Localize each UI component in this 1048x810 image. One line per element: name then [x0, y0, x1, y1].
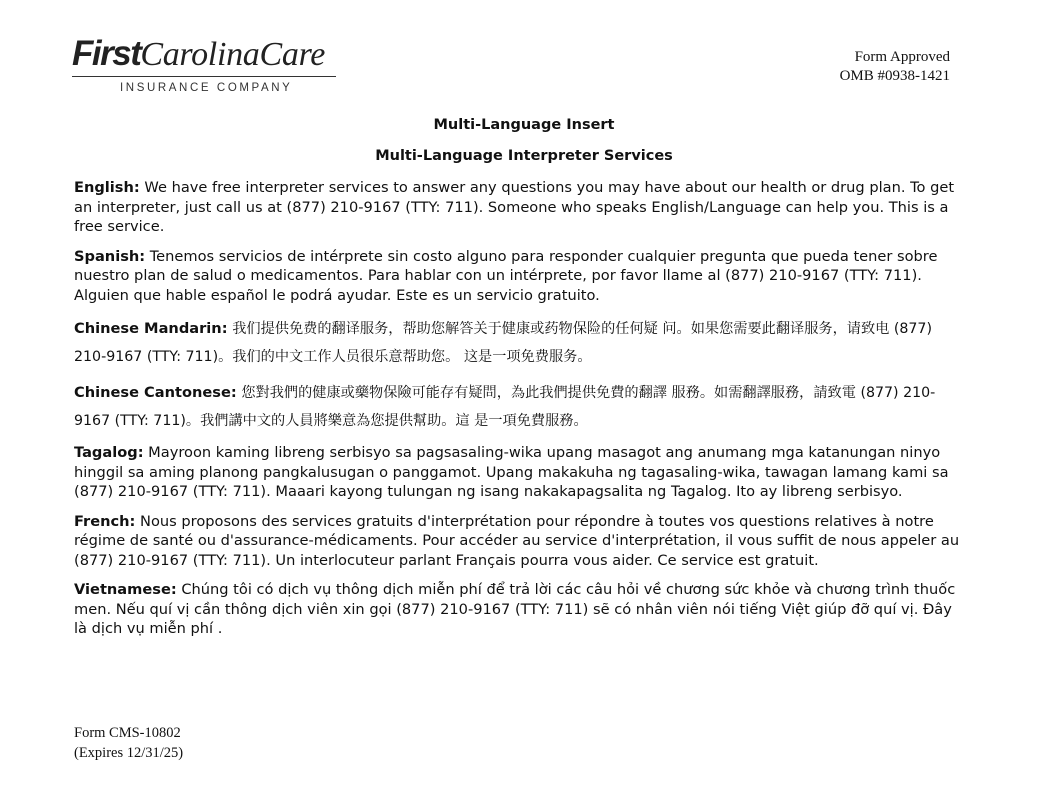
logo-first: First [72, 34, 141, 73]
language-label: English: [74, 179, 140, 196]
section-english [74, 178, 960, 237]
section-french [74, 512, 960, 571]
section-tagalog [74, 443, 960, 502]
language-label: Chinese Mandarin: [74, 320, 228, 337]
section-text: Nous proposons des services gratuits d'interprétation pour répondre à toutes vos questions relatives à notre régime de santé ou d'assurance-médicaments. Pour accéder au service d'interprétation, il vous suffit de nous appeler au (877) 210-9167 (TTY: 711). Un interlocuteur parlant Français pourra vous aider. Ce service est gratuit. [74, 512, 960, 569]
logo-rest: CarolinaCare [140, 36, 326, 73]
section-text: We have free interpreter services to answer any questions you may have about our health or drug plan. To get an interpreter, just call us at (877) 210-9167 (TTY: 711). Someone who speaks English/Language can help you. This is a free service. [74, 179, 955, 235]
company-logo [72, 36, 342, 94]
section-text: 您對我們的健康或藥物保險可能存有疑問，為此我們提供免費的翻譯 服務。如需翻譯服務，請致電 (877) 210-9167 (TTY: 711)。我們講中文的人員將樂意為您提供幫助。這 是一項免費服務。 [74, 385, 936, 429]
form-approval [840, 48, 950, 86]
language-label: Tagalog: [74, 444, 144, 461]
approval-line: Form Approved [854, 49, 950, 65]
section-text: Tenemos servicios de intérprete sin costo alguno para responder cualquier pregunta que pueda tener sobre nuestro plan de salud o medicamentos. Para hablar con un intérprete, por favor llame al (877) 210-9167 (TTY: 711). Alguien que hable español le podrá ayudar. Este es un servicio gratuito. [74, 247, 938, 304]
logo-subtitle: INSURANCE COMPANY [120, 82, 293, 94]
logo-wordmark [72, 36, 342, 72]
page-subtitle: Multi-Language Interpreter Services [375, 148, 673, 164]
document-titles [0, 115, 1048, 177]
section-text: Mayroon kaming libreng serbisyo sa pagsasaling-wika upang masagot ang anumang mga katanungan ninyo hinggil sa aming planong pangkalusugan o panggamot. Upang makakuha ng tagasaling-wika, tawagan lamang kami sa (877) 210-9167 (TTY: 711). Maaari kayong tulungan ng isang nakakapagsalita ng Tagalog. Ito ay libreng serbisyo. [74, 444, 949, 500]
logo-divider [72, 76, 336, 77]
form-number: Form CMS-10802 [74, 725, 181, 741]
form-footer [74, 723, 183, 763]
expiration-date: (Expires 12/31/25) [74, 745, 184, 761]
section-chinese-mandarin [74, 315, 960, 371]
page-title: Multi-Language Insert [433, 117, 615, 133]
language-label: Chinese Cantonese: [74, 384, 237, 401]
section-spanish [74, 247, 960, 306]
language-label: Spanish: [74, 247, 146, 265]
section-text: 我们提供免费的翻译服务，帮助您解答关于健康或药物保险的任何疑 问。如果您需要此翻译服务，请致电 (877) 210-9167 (TTY: 711)。我们的中文工作人员很乐意帮助您。 这是一项免费服务。 [74, 321, 932, 365]
language-label: Vietnamese: [74, 581, 177, 598]
language-label: French: [74, 512, 136, 530]
section-text: Chúng tôi có dịch vụ thông dịch miễn phí để trả lời các câu hỏi về chương sức khỏe và chương trình thuốc men. Nếu quí vị cần thông dịch viên xin gọi (877) 210-9167 (TTY: 711) sẽ có nhân viên nói tiếng Việt giúp đỡ quí vị. Đây là dịch vụ miễn phí . [74, 581, 956, 637]
omb-number: OMB #0938-1421 [839, 68, 950, 84]
section-vietnamese [74, 580, 960, 639]
language-sections [74, 178, 960, 649]
section-chinese-cantonese [74, 379, 960, 435]
